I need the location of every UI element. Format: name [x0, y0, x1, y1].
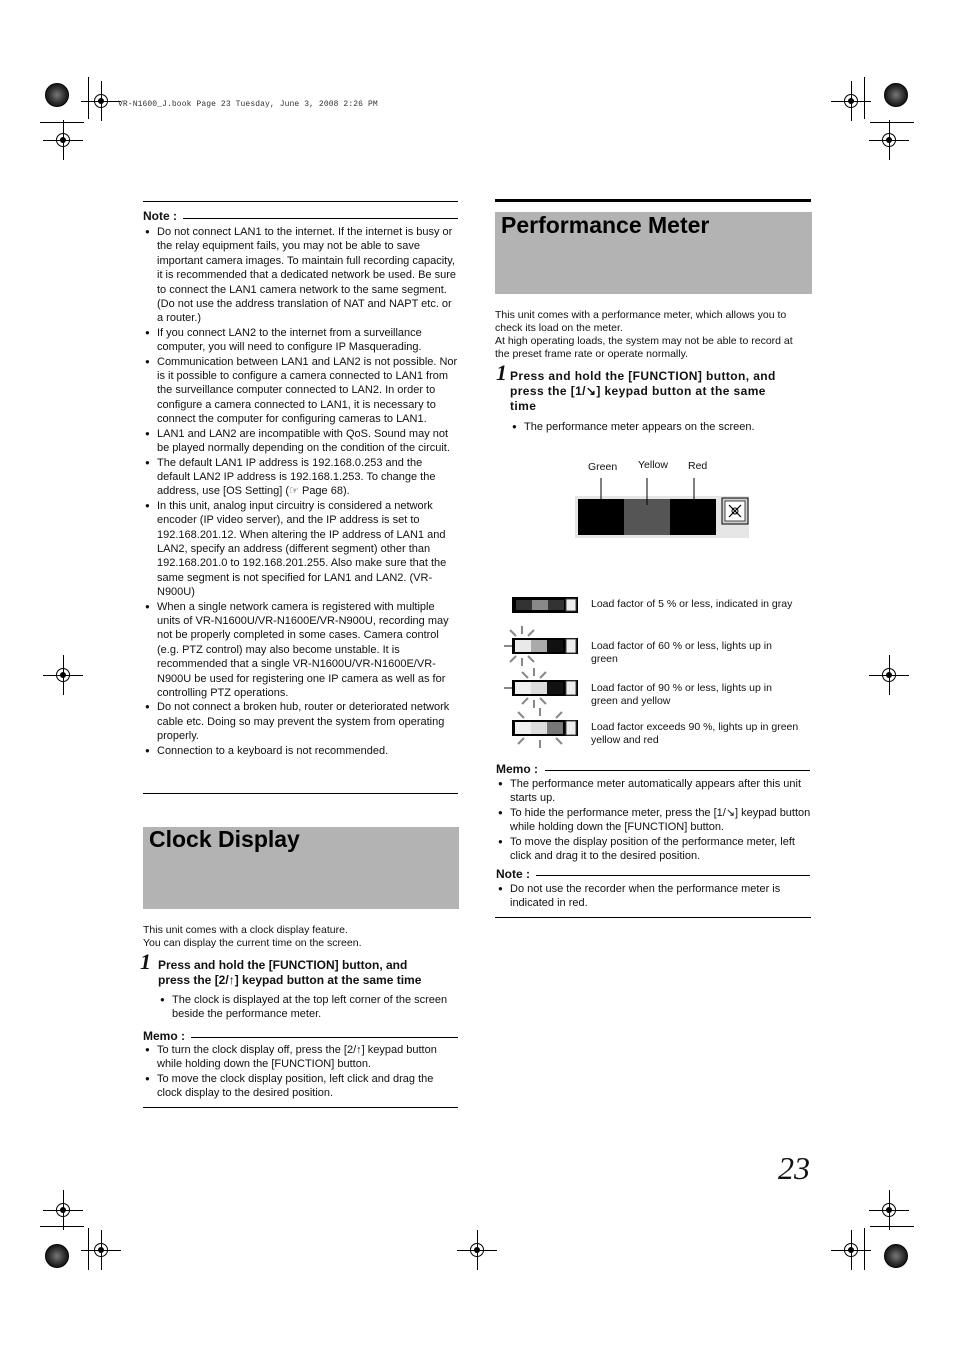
step-number: 1 [496, 360, 507, 385]
memo-label-rule [545, 770, 810, 771]
performance-meter-banner [495, 212, 812, 294]
perf-top-rule [495, 199, 811, 202]
registration-disc-top-right [884, 83, 908, 107]
print-header: VR-N1600_J.book Page 23 Tuesday, June 3, 2008 2:26 PM [118, 100, 378, 109]
trim-line [88, 1228, 89, 1270]
list-item: ● Connection to a keyboard is not recommended. [143, 744, 458, 758]
perf-step-bullets [510, 420, 810, 434]
note-list [143, 225, 458, 758]
trim-line [40, 1226, 84, 1227]
meter-label-yellow: Yellow [638, 459, 668, 471]
memo-bottom-rule [143, 1107, 458, 1108]
clock-memo-list [143, 1043, 458, 1101]
intro-line: the preset frame rate or operate normally. [495, 348, 688, 360]
perf-memo-list [496, 777, 811, 863]
list-item: ● Do not use the recorder when the performance meter is indicated in red. [496, 882, 811, 911]
page-number: 23 [778, 1150, 810, 1186]
meter-icon-green [500, 626, 584, 666]
clock-step-bullets [158, 993, 448, 1022]
list-item: ● Do not connect LAN1 to the internet. If the internet is busy or the relay equipment fails, you may not be able to save important camera images. To maintain full recording capacity, it is recommended that a dedicated network be used. Be sure to connect the LAN1 camera network to the same segment. (Do not use the address translation of NAT and NAPT etc. or a router.) [143, 225, 458, 326]
registration-disc-bottom-left [45, 1244, 69, 1268]
intro-line: At high operating loads, the system may not be able to record at [495, 335, 793, 347]
step-instruction-line-3: time [510, 399, 537, 413]
meter-icon-green-yellow-red [500, 708, 584, 748]
step-instruction-line-2: press the [1/↘] keypad button at the same [510, 384, 766, 398]
list-item: ● When a single network camera is registered with multiple units of VR-N1600U/VR-N1600E/VR-N900U, recording may not be properly completed in some cases. Camera control (e.g. PTZ control) may also become unstable. It is recommended that a single VR-N1600U/VR-N1600E/VR-N900U be used for registering one IP camera as well as for controlling PTZ operations. [143, 600, 458, 701]
list-item: ● In this unit, analog input circuitry is considered a network encoder (IP video server), and the IP address is set to 192.168.201.12. When altering the IP address of LAN1 and LAN2, specify an address (different segment) other than 192.168.201.0 to 192.168.201.255. Also make sure that the same segment is not specified for LAN1 and LAN2. (VR-N900U) [143, 499, 458, 600]
list-item: ● The default LAN1 IP address is 192.168.0.253 and the default LAN2 IP address is 192.168.1.253. To change the address, use [OS Setting] (☞ Page 68). [143, 456, 458, 499]
registration-disc-top-left [45, 83, 69, 107]
trim-line [864, 1228, 865, 1270]
trim-line [870, 1226, 914, 1227]
list-item: ● To hide the performance meter, press the [1/↘] keypad button while holding down the [FUNCTION] button. [496, 806, 811, 835]
legend-text-gray: Load factor of 5 % or less, indicated in gray [591, 598, 793, 610]
list-item: ● To move the display position of the performance meter, left click and drag it to the desired position. [496, 835, 811, 864]
note-bottom-rule [143, 793, 458, 794]
legend-text-green-yellow-red: Load factor exceeds 90 %, lights up in green yellow and red [591, 721, 799, 746]
step-instruction-line-1: Press and hold the [FUNCTION] button, and [510, 369, 776, 383]
registration-disc-bottom-right [884, 1244, 908, 1268]
legend-text-green-yellow: Load factor of 90 % or less, lights up in green and yellow [591, 682, 772, 707]
memo-label: Memo : [143, 1029, 185, 1043]
trim-line [870, 122, 914, 123]
list-item: ● To move the clock display position, left click and drag the clock display to the desired position. [143, 1072, 458, 1101]
intro-line: This unit comes with a performance meter, which allows you to [495, 309, 787, 321]
intro-line: check its load on the meter. [495, 322, 623, 334]
note-label: Note : [496, 867, 530, 881]
step-instruction-line-2: press the [2/↑] keypad button at the same time [158, 973, 422, 987]
list-item: ● The performance meter appears on the screen. [510, 420, 810, 434]
step-number: 1 [140, 949, 151, 974]
list-item: ● If you connect LAN2 to the internet from a surveillance computer, you will need to configure IP Masquerading. [143, 326, 458, 355]
trim-line [40, 122, 84, 123]
step-instruction-line-1: Press and hold the [FUNCTION] button, and [158, 958, 408, 972]
meter-label-red: Red [688, 460, 708, 472]
perf-intro [495, 309, 815, 361]
meter-label-green: Green [588, 461, 618, 473]
clock-display-banner [143, 827, 459, 909]
trim-line [864, 77, 865, 119]
perf-note-list [496, 882, 811, 911]
memo-label-rule [191, 1037, 458, 1038]
clock-intro-1: This unit comes with a clock display feature. [143, 924, 348, 936]
memo-label: Memo : [496, 762, 538, 776]
legend-text-green: Load factor of 60 % or less, lights up in green [591, 640, 772, 665]
list-item: ● To turn the clock display off, press the [2/↑] keypad button while holding down the [FUNCTION] button. [143, 1043, 458, 1072]
clock-intro-2: You can display the current time on the screen. [143, 937, 362, 949]
perf-bottom-rule [495, 917, 811, 918]
note-label: Note : [143, 209, 177, 223]
section-title: Clock Display [149, 826, 300, 852]
note-label-rule [536, 875, 810, 876]
note-label-rule [183, 218, 458, 219]
list-item: ● LAN1 and LAN2 are incompatible with QoS. Sound may not be played normally depending on the condition of the circuit. [143, 427, 458, 456]
list-item: ● Do not connect a broken hub, router or deteriorated network cable etc. Doing so may prevent the system from operating properly. [143, 700, 458, 743]
list-item: ● The performance meter automatically appears after this unit starts up. [496, 777, 811, 806]
list-item: ● The clock is displayed at the top left corner of the screen beside the performance meter. [158, 993, 448, 1022]
meter-icon-gray [510, 594, 580, 616]
section-title: Performance Meter [501, 212, 710, 238]
meter-icon-green-yellow [500, 668, 584, 708]
performance-meter-figure [570, 470, 755, 542]
note-top-rule [143, 201, 458, 202]
trim-line [88, 77, 89, 119]
list-item: ● Communication between LAN1 and LAN2 is not possible. Nor is it possible to configure a camera connected to LAN1 from the surveillance computer connected to LAN2. In order to configure a camera connected to LAN1, it is necessary to connect the computer for configuring cameras to LAN1. [143, 355, 458, 427]
